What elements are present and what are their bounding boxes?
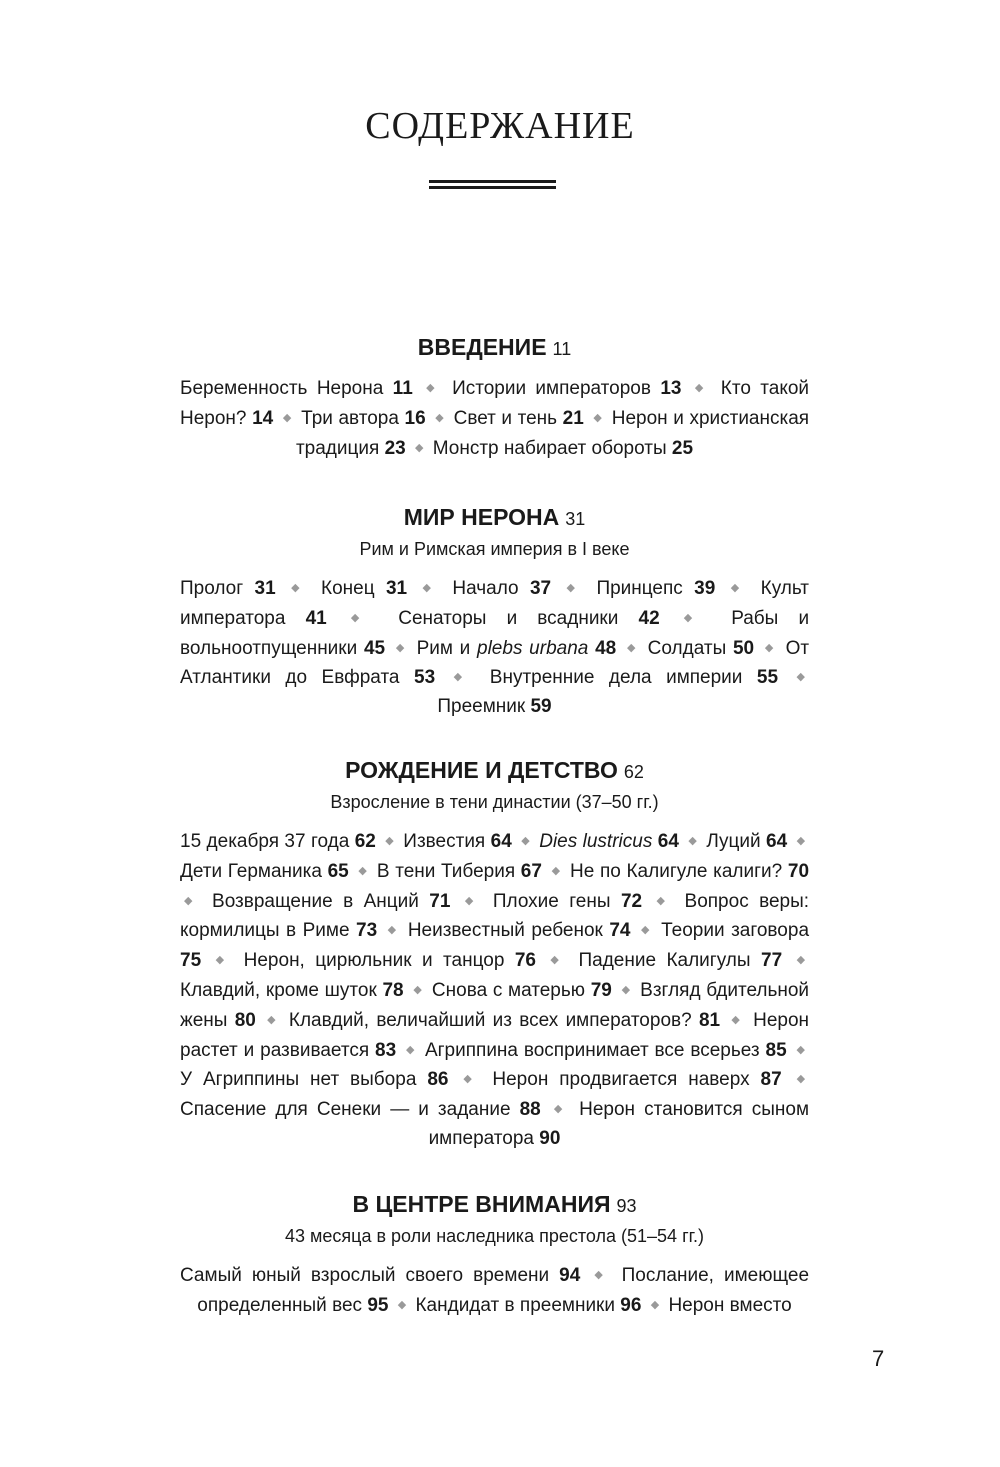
toc-entry-page: 77 bbox=[761, 950, 783, 972]
toc-entry bbox=[596, 578, 715, 599]
toc-entry-page: 73 bbox=[356, 920, 378, 942]
toc-entry bbox=[289, 1010, 720, 1031]
toc-entry bbox=[398, 608, 659, 629]
toc-entry-title: Преемник bbox=[437, 696, 526, 718]
toc-entry-page: 88 bbox=[519, 1099, 541, 1121]
diamond-separator-icon: ◆ bbox=[694, 382, 708, 394]
toc-entry-page: 62 bbox=[354, 831, 376, 852]
toc-entry-page: 41 bbox=[305, 607, 327, 629]
diamond-separator-icon: ◆ bbox=[621, 983, 631, 996]
toc-entry-page: 50 bbox=[732, 637, 755, 659]
diamond-separator-icon: ◆ bbox=[594, 1269, 608, 1281]
toc-entry-title: Самый юный взрослый своего времени bbox=[180, 1265, 550, 1286]
toc-entry-page: 94 bbox=[559, 1265, 581, 1286]
diamond-separator-icon: ◆ bbox=[593, 411, 603, 424]
toc-entry-page: 75 bbox=[180, 950, 202, 972]
toc-entry-page: 87 bbox=[760, 1069, 782, 1091]
toc-entry-page: 39 bbox=[694, 578, 716, 599]
toc-entry bbox=[433, 438, 693, 459]
chapter-section bbox=[180, 1189, 809, 1321]
toc-entry-title: Взгляд бдительной жены bbox=[180, 979, 810, 1031]
diamond-separator-icon: ◆ bbox=[435, 411, 444, 424]
diamond-separator-icon: ◆ bbox=[291, 582, 306, 594]
chapter-subtitle: Взросление в тени династии (37–50 гг.) bbox=[330, 792, 659, 812]
page-number: 7 bbox=[872, 1346, 885, 1371]
toc-entry bbox=[180, 1099, 541, 1120]
diamond-separator-icon: ◆ bbox=[731, 1013, 742, 1026]
toc-entry bbox=[493, 891, 642, 912]
toc-entry-title: В тени Тиберия bbox=[376, 860, 516, 882]
toc-entry bbox=[452, 378, 681, 399]
toc-entry bbox=[180, 861, 349, 882]
diamond-separator-icon: ◆ bbox=[796, 1073, 806, 1086]
diamond-separator-icon: ◆ bbox=[730, 582, 746, 594]
toc-entry-page: 64 bbox=[657, 831, 679, 852]
diamond-separator-icon: ◆ bbox=[422, 582, 438, 594]
toc-entry bbox=[454, 408, 584, 429]
toc-entry bbox=[321, 578, 407, 599]
toc-entry-page: 90 bbox=[539, 1127, 561, 1149]
toc-entry-page: 85 bbox=[765, 1039, 787, 1061]
chapter-subtitle: Рим и Римская империя в I веке bbox=[359, 539, 630, 559]
diamond-separator-icon: ◆ bbox=[796, 671, 805, 684]
toc-entry-title: Агриппина воспринимает все всерьез bbox=[424, 1039, 760, 1061]
diamond-separator-icon: ◆ bbox=[415, 441, 424, 454]
toc-entry-title: Рабы и вольноотпущенники bbox=[180, 607, 810, 659]
toc-entry-page: 48 bbox=[595, 637, 617, 659]
diamond-separator-icon: ◆ bbox=[464, 894, 479, 907]
toc-entry bbox=[408, 920, 631, 941]
toc-entry-page: 96 bbox=[620, 1294, 642, 1316]
toc-entry-title: Конец bbox=[321, 578, 375, 599]
toc-entry-title: Теории заговора bbox=[661, 920, 810, 942]
toc-entry-title: Свет и тень bbox=[453, 407, 558, 429]
toc-entry bbox=[244, 950, 536, 971]
toc-entry-page: 67 bbox=[520, 860, 542, 882]
toc-entry-page: 31 bbox=[385, 578, 408, 599]
diamond-separator-icon: ◆ bbox=[796, 835, 806, 847]
toc-entry-title: Клавдий, величайший из всех императоров? bbox=[288, 1009, 692, 1031]
toc-entry-title: Истории императоров bbox=[452, 378, 651, 399]
toc-entry-title: Плохие гены bbox=[492, 890, 611, 912]
diamond-separator-icon: ◆ bbox=[215, 954, 230, 967]
toc-entry bbox=[180, 1069, 448, 1090]
toc-entry-page: 45 bbox=[363, 637, 386, 659]
toc-entry bbox=[180, 831, 376, 852]
title-rule-top bbox=[429, 180, 556, 183]
diamond-separator-icon: ◆ bbox=[521, 835, 530, 847]
toc-entry-title: Известия bbox=[403, 831, 486, 852]
toc-entry-title: Нерон становится сыном императора bbox=[428, 1099, 810, 1149]
toc-entry bbox=[403, 831, 511, 852]
chapter-page: 62 bbox=[623, 762, 644, 782]
toc-entry-page: 76 bbox=[514, 950, 536, 972]
toc-entry-page: 81 bbox=[698, 1009, 721, 1031]
toc-entry-italic: Dies lustricus bbox=[539, 831, 653, 852]
diamond-separator-icon: ◆ bbox=[688, 835, 697, 847]
toc-entry-page: 25 bbox=[671, 437, 694, 459]
chapter-page: 93 bbox=[616, 1196, 637, 1216]
toc-entry bbox=[425, 1040, 787, 1061]
toc-entry-title: Беременность Нерона bbox=[180, 378, 384, 399]
toc-entry-title: От Атлантики до Евфрата bbox=[180, 637, 810, 689]
toc-entry-title: Вопрос веры: кормилицы в Риме bbox=[180, 890, 810, 942]
toc-entry-title: Рим и bbox=[416, 637, 478, 659]
toc-entry-title: Внутренние дела империи bbox=[489, 667, 743, 689]
chapter-title: РОЖДЕНИЕ И ДЕТСТВО bbox=[345, 757, 618, 783]
toc-entry-title: Сенаторы и всадники bbox=[398, 607, 619, 629]
toc-entry-title: Нерон, цирюльник и танцор bbox=[243, 950, 505, 972]
toc-entry-page: 55 bbox=[756, 667, 779, 689]
toc-entry-page: 37 bbox=[529, 578, 552, 599]
toc-entry-title: Неизвестный ребенок bbox=[407, 920, 603, 942]
diamond-separator-icon: ◆ bbox=[267, 1013, 278, 1026]
toc-entry-title: Начало bbox=[452, 578, 519, 599]
toc-entry-page: 42 bbox=[638, 607, 660, 629]
diamond-separator-icon: ◆ bbox=[626, 641, 637, 654]
chapter-title: В ЦЕНТРЕ ВНИМАНИЯ bbox=[352, 1191, 611, 1217]
chapter-entries bbox=[180, 574, 809, 722]
toc-entry bbox=[180, 1265, 580, 1286]
toc-entry-title: Клавдий, кроме шуток bbox=[180, 979, 377, 1001]
toc-entry-page: 64 bbox=[766, 831, 788, 852]
toc-entry-title: Падение Калигулы bbox=[578, 950, 751, 972]
chapter-heading bbox=[180, 502, 809, 534]
diamond-separator-icon: ◆ bbox=[683, 611, 708, 624]
diamond-separator-icon: ◆ bbox=[553, 1103, 567, 1116]
toc-entry-page: 23 bbox=[384, 437, 406, 459]
diamond-separator-icon: ◆ bbox=[397, 1298, 407, 1311]
diamond-separator-icon: ◆ bbox=[650, 1298, 660, 1311]
toc-entry-title: Пролог bbox=[180, 578, 244, 599]
toc-entry-title: Послание, имеющее определенный вес bbox=[197, 1265, 810, 1316]
diamond-separator-icon: ◆ bbox=[413, 983, 423, 996]
toc-entry-page: 31 bbox=[254, 578, 276, 599]
toc-entry-page: 79 bbox=[590, 979, 612, 1001]
chapter-title: ВВЕДЕНИЕ bbox=[417, 334, 547, 360]
chapter-entries bbox=[180, 374, 809, 463]
diamond-separator-icon: ◆ bbox=[640, 924, 651, 937]
diamond-separator-icon: ◆ bbox=[551, 864, 561, 877]
chapter-heading bbox=[180, 1189, 809, 1221]
toc-entry-title: Дети Германика bbox=[180, 860, 322, 882]
toc-entry-title: Нерон продвигается наверх bbox=[492, 1069, 750, 1091]
chapter-subtitle: 43 месяца в роли наследника престола (51–54 гг.) bbox=[285, 1226, 704, 1246]
toc-entry-page: 14 bbox=[252, 407, 274, 429]
toc-entry-page: 11 bbox=[392, 378, 413, 399]
toc-entry bbox=[539, 831, 679, 852]
toc-entry-page: 59 bbox=[530, 696, 552, 718]
diamond-separator-icon: ◆ bbox=[385, 835, 394, 847]
diamond-separator-icon: ◆ bbox=[463, 1073, 478, 1086]
chapter-section bbox=[180, 755, 809, 1154]
page-title: СОДЕРЖАНИЕ bbox=[365, 105, 635, 147]
diamond-separator-icon: ◆ bbox=[764, 641, 775, 654]
toc-entry bbox=[706, 831, 787, 852]
diamond-separator-icon: ◆ bbox=[387, 924, 398, 937]
toc-entry bbox=[437, 696, 551, 717]
chapter-title: МИР НЕРОНА bbox=[403, 504, 560, 530]
diamond-separator-icon: ◆ bbox=[566, 582, 582, 594]
toc-entry bbox=[180, 378, 413, 399]
toc-entry bbox=[570, 861, 809, 882]
toc-entry-title: Снова с матерью bbox=[431, 979, 586, 1001]
diamond-separator-icon: ◆ bbox=[358, 864, 368, 877]
toc-entry-title: У Агриппины нет выбора bbox=[180, 1069, 417, 1091]
toc-entry-title: Кто такой Нерон? bbox=[180, 378, 810, 429]
diamond-separator-icon: ◆ bbox=[426, 382, 439, 394]
toc-entry-page: 80 bbox=[234, 1009, 256, 1031]
diamond-separator-icon: ◆ bbox=[184, 894, 198, 907]
toc-entry-page: 95 bbox=[367, 1294, 389, 1316]
diamond-separator-icon: ◆ bbox=[282, 411, 292, 424]
toc-entry-page: 71 bbox=[429, 890, 451, 912]
toc-entry-page: 53 bbox=[414, 667, 436, 689]
toc-entry-title: Культ императора bbox=[180, 578, 809, 629]
toc-entry-title: Принцепс bbox=[596, 578, 683, 599]
toc-entry-page: 16 bbox=[404, 407, 426, 429]
chapter-section bbox=[180, 332, 809, 463]
toc-entry-title: Три автора bbox=[301, 407, 399, 429]
toc-entry-page: 74 bbox=[609, 920, 631, 942]
toc-entry bbox=[180, 578, 276, 599]
diamond-separator-icon: ◆ bbox=[550, 954, 565, 967]
toc-entry bbox=[578, 950, 782, 971]
chapter-page: 31 bbox=[565, 509, 586, 529]
toc-entry-page: 70 bbox=[787, 860, 810, 882]
chapter-heading bbox=[180, 332, 809, 364]
toc-entry bbox=[432, 980, 612, 1001]
toc-entry-title: Кандидат в преемники bbox=[415, 1294, 615, 1316]
diamond-separator-icon: ◆ bbox=[453, 671, 472, 684]
toc-entry-title: Возвращение в Анций bbox=[212, 890, 419, 912]
toc-entry-title: Спасение для Сенеки — и задание bbox=[180, 1099, 511, 1121]
toc-entry-page: 13 bbox=[660, 378, 682, 399]
toc-entry-page: 86 bbox=[427, 1069, 449, 1091]
toc-entry-title: Не по Калигуле калиги? bbox=[570, 860, 783, 882]
toc-entry bbox=[417, 638, 617, 659]
toc-entry-title: Монстр набирает обороты bbox=[432, 437, 667, 459]
toc-entry-title: Нерон и христианская традиция bbox=[295, 407, 810, 459]
toc-entry bbox=[377, 861, 542, 882]
diamond-separator-icon: ◆ bbox=[796, 954, 806, 967]
chapter-heading bbox=[180, 755, 809, 787]
toc-entry bbox=[452, 578, 551, 599]
diamond-separator-icon: ◆ bbox=[406, 1043, 416, 1056]
toc-entry bbox=[648, 638, 754, 659]
diamond-separator-icon: ◆ bbox=[350, 611, 375, 624]
chapter-section bbox=[180, 502, 809, 722]
toc-entry-title: Нерон растет и развивается bbox=[180, 1009, 810, 1061]
chapter-entries bbox=[180, 827, 809, 1154]
toc-entry-title: Солдаты bbox=[647, 637, 727, 659]
toc-entry bbox=[212, 891, 450, 912]
toc-entry-title: Луций bbox=[706, 831, 761, 852]
toc-entry-page: 83 bbox=[375, 1039, 397, 1061]
toc-entry-page: 64 bbox=[490, 831, 512, 852]
toc-entry-page: 21 bbox=[562, 407, 584, 429]
chapter-page: 11 bbox=[552, 339, 572, 359]
toc-entry-page: 78 bbox=[382, 979, 404, 1001]
chapter-entries bbox=[180, 1261, 809, 1321]
toc-entry-title: Нерон вместо bbox=[668, 1294, 792, 1316]
toc-entry bbox=[301, 408, 425, 429]
toc-entry-page: 72 bbox=[620, 890, 643, 912]
toc-entry bbox=[490, 667, 778, 688]
toc-entry bbox=[668, 1295, 791, 1316]
toc-entry-title: 15 декабря 37 года bbox=[180, 831, 350, 852]
diamond-separator-icon: ◆ bbox=[656, 894, 671, 907]
toc-entry-italic: plebs urbana bbox=[477, 637, 589, 659]
diamond-separator-icon: ◆ bbox=[395, 641, 406, 654]
toc-entry bbox=[415, 1295, 641, 1316]
toc-entry bbox=[180, 980, 404, 1001]
title-rule-bottom bbox=[429, 186, 556, 189]
diamond-separator-icon: ◆ bbox=[796, 1043, 805, 1056]
toc-entry bbox=[492, 1069, 781, 1090]
toc-entry-page: 65 bbox=[327, 860, 349, 882]
